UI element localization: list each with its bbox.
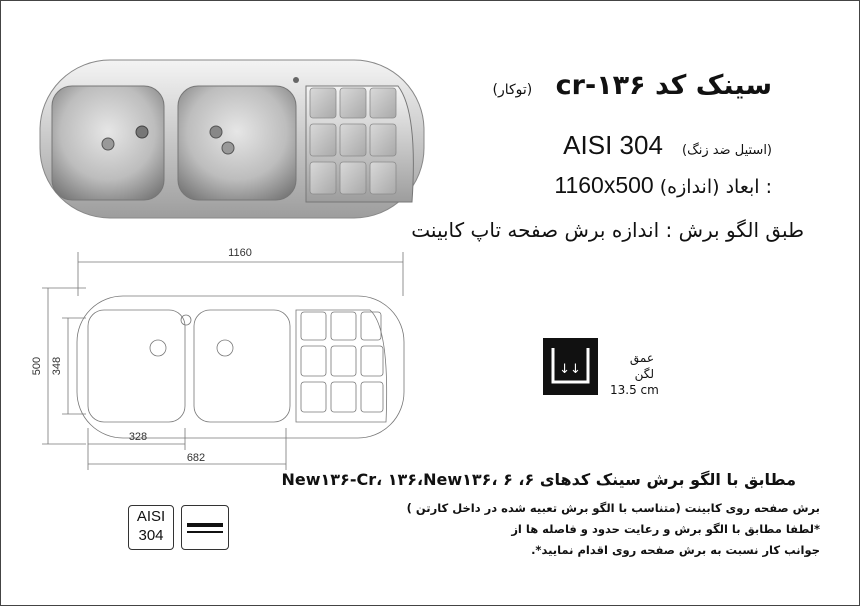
- material-note: (استیل ضد زنگ): [682, 143, 772, 158]
- aisi-badge-line2: 304: [138, 527, 164, 544]
- compatible-codes-note: مطابق با الگو برش سینک کدهای New۱۳۶-Cr، ۱۳۶،New۱۳۶، ۶ ،۶: [281, 470, 796, 489]
- technical-drawing: [20, 238, 420, 476]
- aisi-badge-line1: AISI: [136, 508, 166, 525]
- material-grade: AISI 304: [563, 130, 663, 160]
- material-row: [563, 130, 772, 161]
- aisi-badge: [128, 505, 174, 550]
- product-title-sub: (توکار): [492, 82, 533, 98]
- dimensions-value: 1160x500: [554, 172, 654, 198]
- note-line-1: برش صفحه روی کابینت (متناسب با الگو برش تعبیه شده در داخل کارتن ): [406, 501, 820, 515]
- svg-text:↓↓: ↓↓: [559, 362, 581, 377]
- thickness-badge-icon: [181, 505, 229, 550]
- note-line-2: *لطفا مطابق با الگو برش و رعایت حدود و فاصله ها از: [511, 522, 820, 536]
- note-line-3: جوانب کار نسبت به برش صفحه روی اقدام نمایید*.: [531, 543, 820, 557]
- depth-label: [610, 350, 659, 398]
- depth-icon: [543, 338, 598, 395]
- cutout-note: طبق الگو برش : اندازه برش صفحه تاپ کابینت: [411, 218, 804, 242]
- dimensions-label: : ابعاد (اندازه): [659, 176, 772, 198]
- dim-double-bowl-width: 682: [186, 452, 206, 464]
- dim-bowl-width: 328: [128, 431, 148, 443]
- dim-inner-height: 348: [51, 356, 63, 376]
- dimensions-row: [554, 172, 772, 199]
- depth-value: 13.5 cm: [610, 383, 659, 397]
- dim-overall-width: 1160: [228, 247, 252, 259]
- product-title: [493, 70, 773, 101]
- dim-overall-height: 500: [31, 356, 43, 376]
- sink-photo: [38, 52, 430, 230]
- depth-label-text: عمق لگن: [629, 351, 654, 381]
- product-title-text: سینک کد ۱۳۶-cr: [555, 70, 772, 101]
